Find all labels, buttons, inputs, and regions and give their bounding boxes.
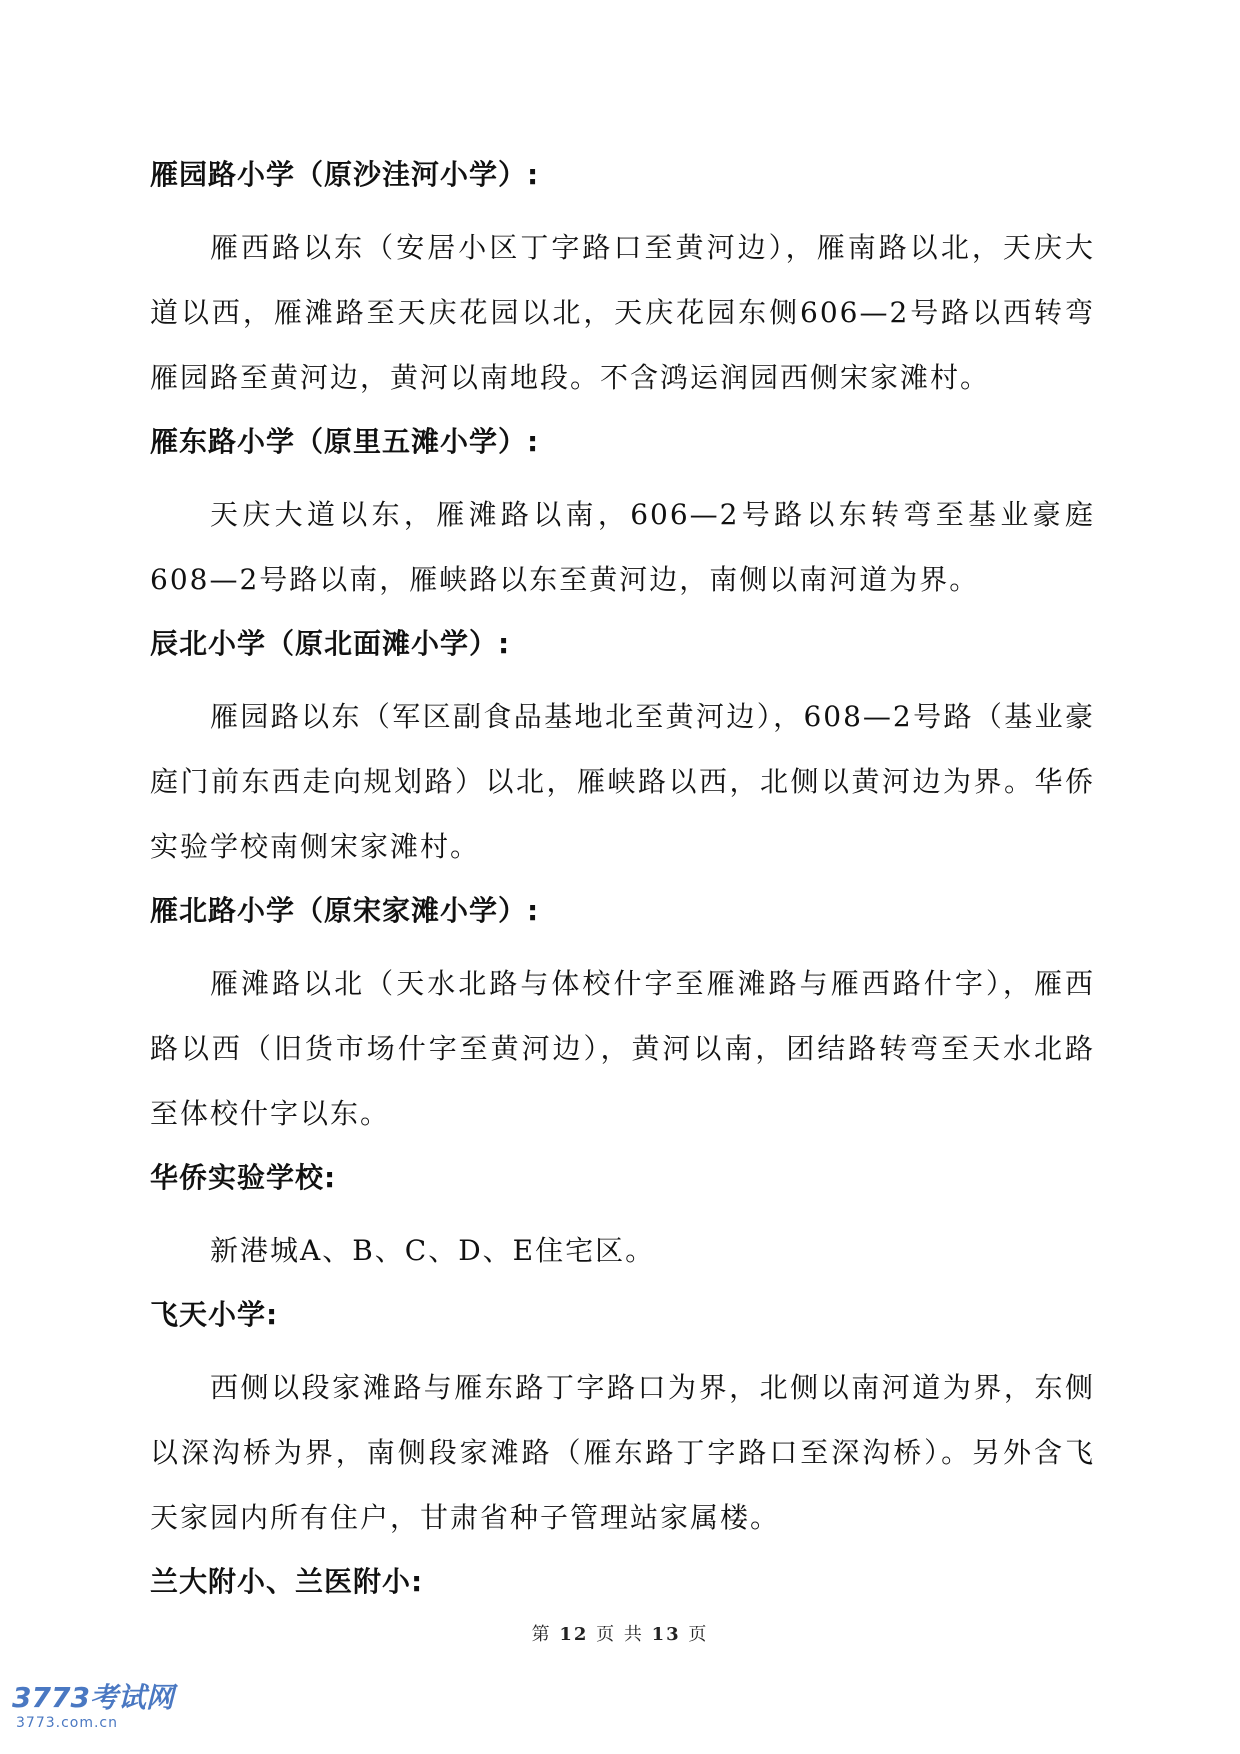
section-yanyuanlu-school [150,155,1095,410]
section-body: 雁园路以东（军区副食品基地北至黄河边），608—2号路（基业豪庭门前东西走向规划路）以北，雁峡路以西，北侧以黄河边为界。华侨实验学校南侧宋家滩村。 [150,700,1095,863]
section-heading: 华侨实验学校: [150,1161,337,1194]
section-huaqiao-school [150,1158,1095,1283]
section-body: 西侧以段家滩路与雁东路丁字路口为界，北侧以南河道为界，东侧以深沟桥为界，南侧段家滩路（雁东路丁字路口至深沟桥）。另外含飞天家园内所有住户，甘肃省种子管理站家属楼。 [150,1371,1095,1534]
section-heading: 飞天小学: [150,1298,279,1331]
section-yanbeilu-school [150,891,1095,1146]
section-heading: 兰大附小、兰医附小: [150,1565,424,1598]
section-yandonglu-school [150,422,1095,612]
section-heading: 雁东路小学（原里五滩小学）: [150,425,540,458]
section-body: 雁滩路以北（天水北路与体校什字至雁滩路与雁西路什字），雁西路以西（旧货市场什字至黄河边），黄河以南，团结路转弯至天水北路至体校什字以东。 [150,967,1095,1130]
section-heading: 雁北路小学（原宋家滩小学）: [150,894,540,927]
footer-prefix: 第 [531,1624,552,1645]
site-watermark-logo [12,1682,182,1742]
section-body: 天庆大道以东，雁滩路以南，606—2号路以东转弯至基业豪庭608—2号路以南，雁峡路以东至黄河边，南侧以南河道为界。 [150,498,1095,596]
footer-current-page: 12 [559,1624,589,1645]
document-content [150,155,1095,1622]
section-landa-lanyi-school [150,1562,1095,1602]
section-feitian-school [150,1295,1095,1550]
footer-total-pages: 13 [651,1624,681,1645]
section-chenbei-school [150,624,1095,879]
page-footer [0,1620,1240,1646]
watermark-url-text: 3773.com.cn [16,1715,118,1731]
footer-suffix: 页 [688,1624,709,1645]
section-heading: 辰北小学（原北面滩小学）: [150,627,511,660]
section-body: 雁西路以东（安居小区丁字路口至黄河边），雁南路以北，天庆大道以西，雁滩路至天庆花园以北，天庆花园东侧606—2号路以西转弯雁园路至黄河边，黄河以南地段。不含鸿运润园西侧宋家滩村。 [150,231,1095,394]
section-body: 新港城A、B、C、D、E住宅区。 [210,1234,656,1267]
section-heading: 雁园路小学（原沙洼河小学）: [150,158,540,191]
watermark-logo-text: 3773考试网 [12,1681,174,1714]
footer-middle: 页 共 [596,1624,644,1645]
